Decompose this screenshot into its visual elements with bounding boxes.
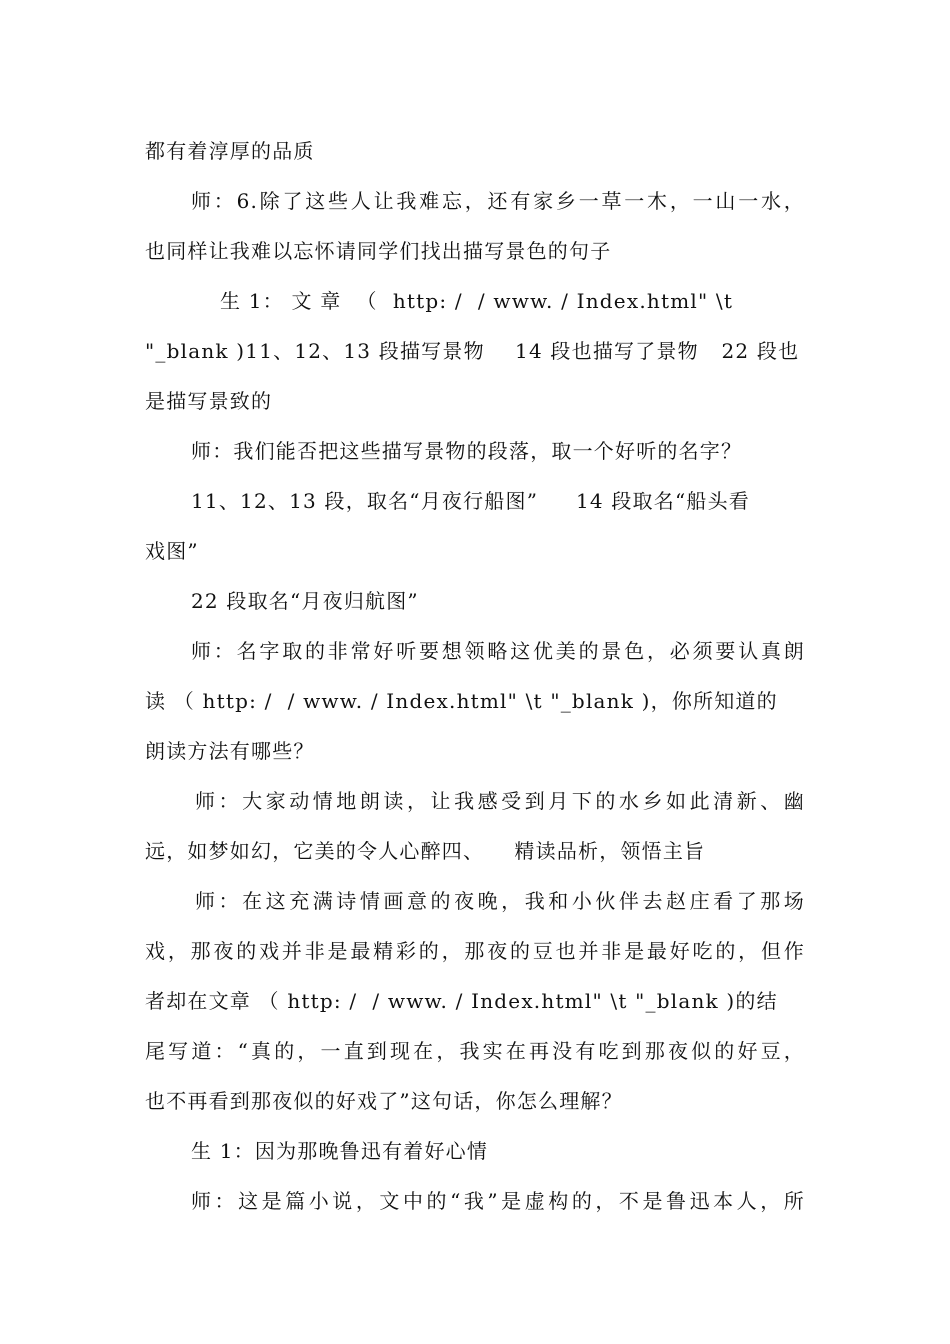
paragraph-line-14: 师：大家动情地朗读，让我感受到月下的水乡如此清新、幽 (195, 789, 805, 813)
paragraph-line-9: 戏图” (145, 539, 199, 563)
paragraph-line-10: 22 段取名“月夜归航图” (191, 589, 419, 613)
paragraph-line-1: 都有着淳厚的品质 (145, 139, 315, 163)
paragraph-line-22: 师：这是篇小说，文中的“我”是虚构的，不是鲁迅本人，所 (191, 1189, 805, 1213)
paragraph-line-20: 也不再看到那夜似的好戏了”这句话，你怎么理解？ (145, 1089, 623, 1113)
paragraph-line-4: 生 1： 文 章 （ http: / / www. / Index.html" \t (220, 289, 734, 313)
paragraph-line-3: 也同样让我难以忘怀请同学们找出描写景色的句子 (145, 239, 612, 263)
paragraph-line-5: "_blank )11、12、13 段描写景物 14 段也描写了景物 22 段也 (145, 339, 800, 363)
paragraph-line-11: 师：名字取的非常好听要想领略这优美的景色，必须要认真朗 (191, 639, 805, 663)
paragraph-line-17: 戏，那夜的戏并非是最精彩的，那夜的豆也并非是最好吃的，但作 (145, 939, 805, 963)
paragraph-line-7: 师：我们能否把这些描写景物的段落，取一个好听的名字？ (191, 439, 743, 463)
paragraph-line-16: 师：在这充满诗情画意的夜晚，我和小伙伴去赵庄看了那场 (195, 889, 805, 913)
paragraph-line-2: 师：6.除了这些人让我难忘，还有家乡一草一木，一山一水， (191, 189, 805, 213)
paragraph-line-19: 尾写道：“真的，一直到现在，我实在再没有吃到那夜似的好豆， (145, 1039, 805, 1063)
paragraph-line-8: 11、12、13 段，取名“月夜行船图” 14 段取名“船头看 (191, 489, 750, 513)
paragraph-line-15: 远，如梦如幻，它美的令人心醉四、 精读品析，领悟主旨 (145, 839, 706, 863)
paragraph-line-13: 朗读方法有哪些？ (145, 739, 315, 763)
paragraph-line-12: 读 （ http: / / www. / Index.html" \t "_blank )，你所知道的 (145, 689, 778, 713)
paragraph-line-21: 生 1：因为那晚鲁迅有着好心情 (191, 1139, 489, 1163)
paragraph-line-18: 者却在文章 （ http: / / www. / Index.html" \t "_blank )的结 (145, 989, 778, 1013)
paragraph-line-6: 是描写景致的 (145, 389, 273, 413)
